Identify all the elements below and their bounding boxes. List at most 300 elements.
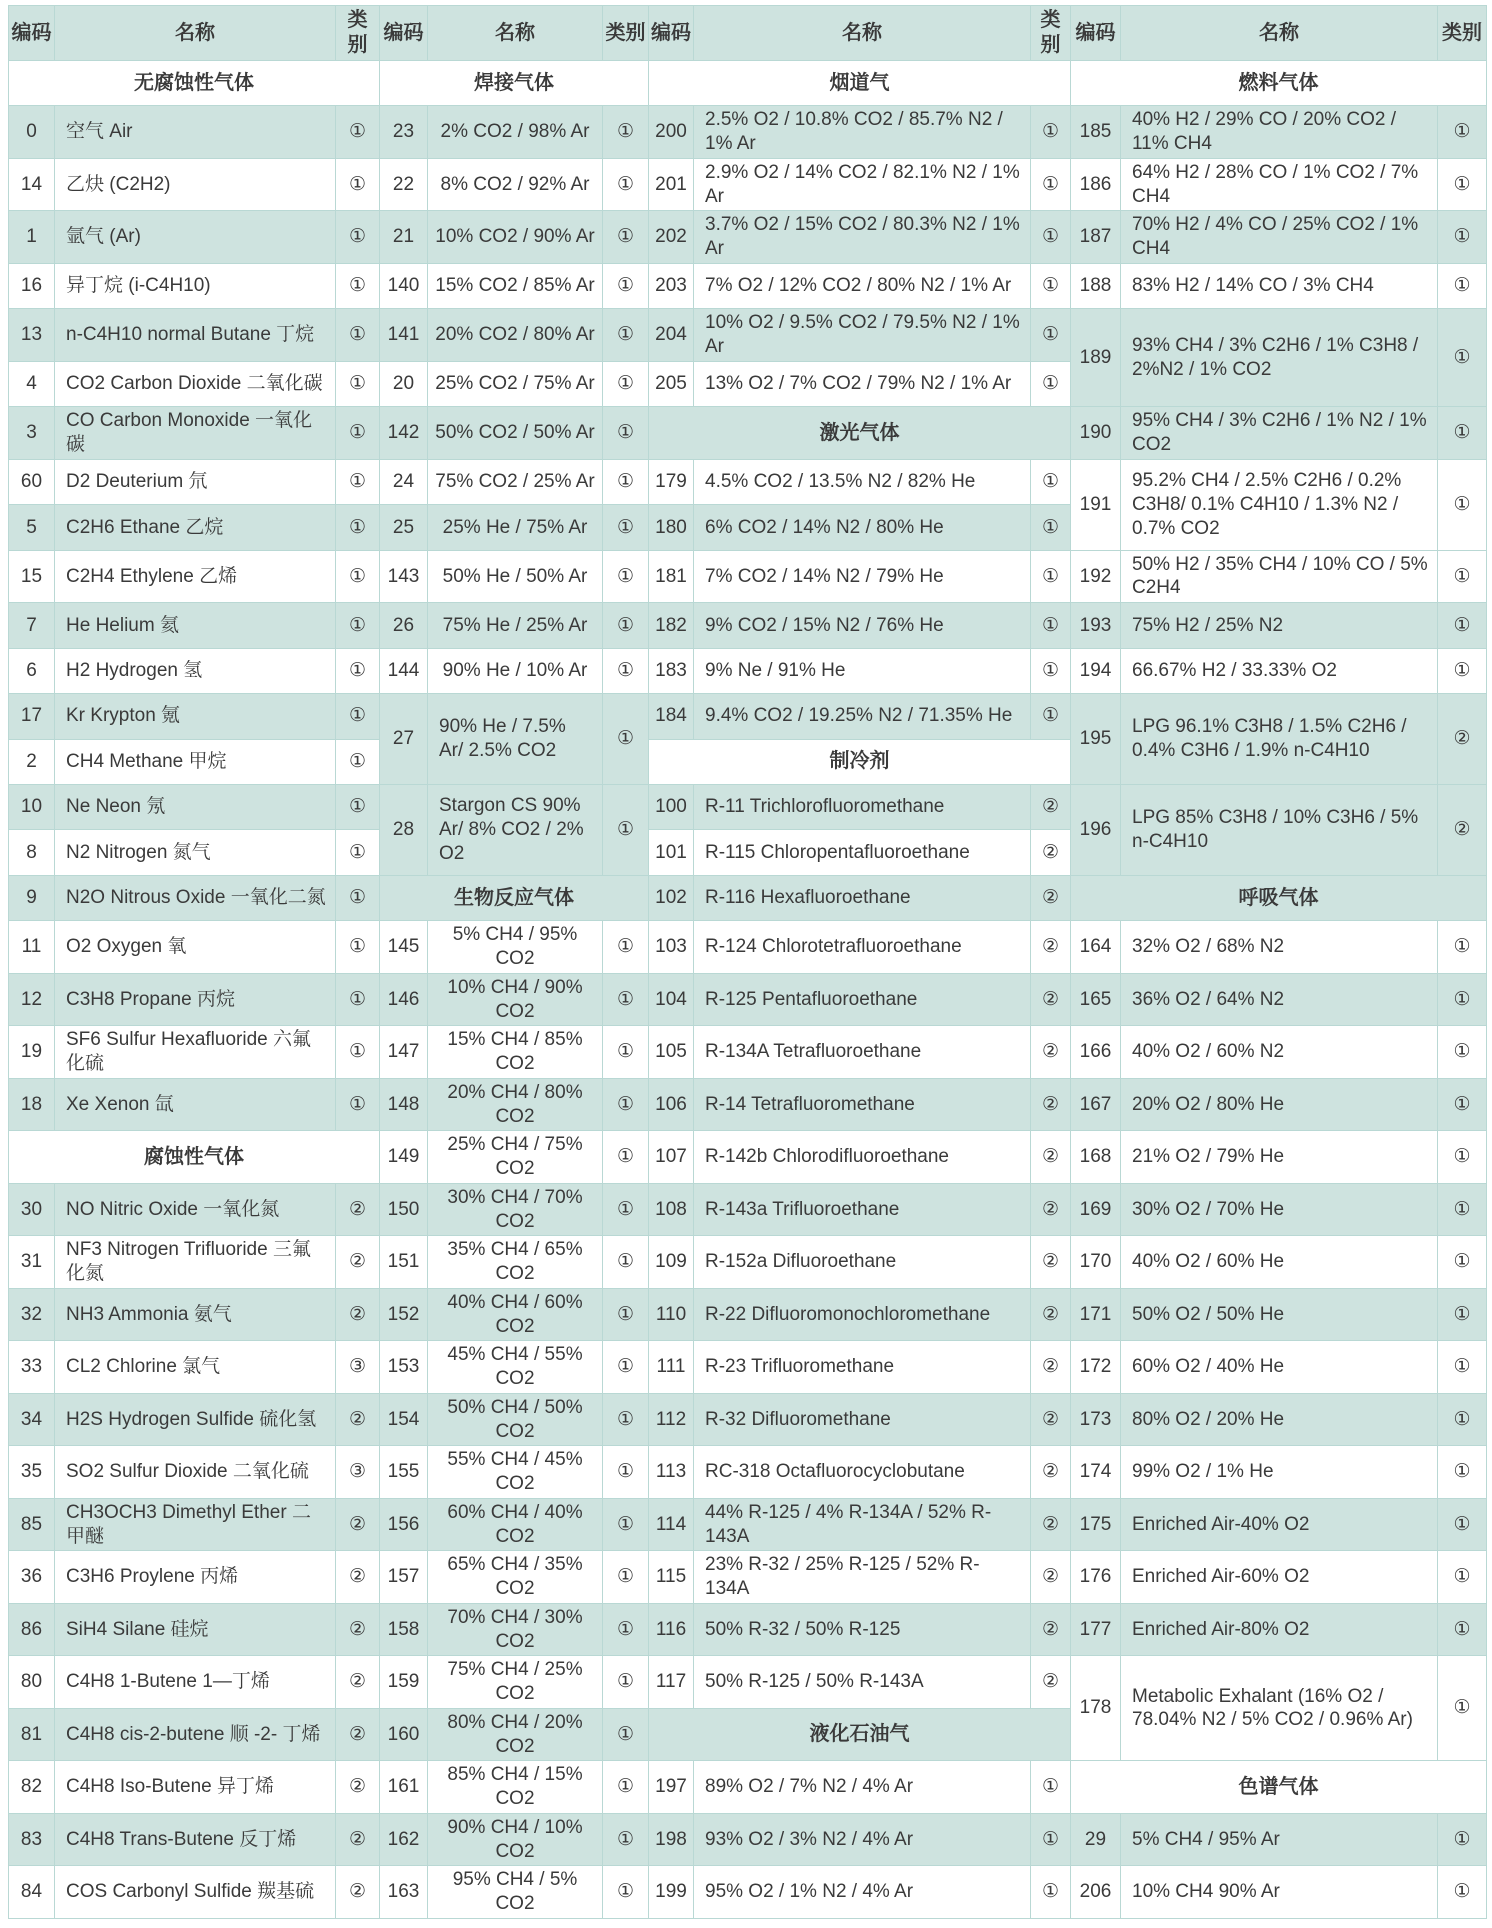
name-cell: 40% O2 / 60% N2 (1121, 1026, 1438, 1079)
name-cell: 93% O2 / 3% N2 / 4% Ar (694, 1813, 1031, 1866)
name-cell: 15% CH4 / 85% CO2 (428, 1026, 603, 1079)
code-cell: 110 (649, 1288, 694, 1341)
category-cell: ① (1438, 1183, 1487, 1236)
table-row (9, 921, 1487, 974)
category-cell: ① (1438, 1656, 1487, 1761)
name-cell: 64% H2 / 28% CO / 1% CO2 / 7% CH4 (1121, 158, 1438, 211)
category-cell: ① (603, 973, 649, 1026)
name-cell: R-124 Chlorotetrafluoroethane (694, 921, 1031, 974)
name-cell: Kr Krypton 氪 (55, 694, 336, 739)
code-cell: 116 (649, 1603, 694, 1656)
category-cell: ① (1438, 1236, 1487, 1289)
category-cell: ① (603, 603, 649, 648)
code-cell: 18 (9, 1078, 55, 1131)
code-cell: 82 (9, 1761, 55, 1814)
name-cell: C2H6 Ethane 乙烷 (55, 505, 336, 550)
name-cell: 65% CH4 / 35% CO2 (428, 1551, 603, 1604)
name-cell: Enriched Air-40% O2 (1121, 1498, 1438, 1551)
category-cell: ① (1438, 921, 1487, 974)
name-cell: 44% R-125 / 4% R-134A / 52% R-143A (694, 1498, 1031, 1551)
category-cell: ① (1438, 211, 1487, 264)
code-cell: 206 (1071, 1866, 1121, 1919)
category-cell: ① (603, 1288, 649, 1341)
code-cell: 5 (9, 505, 55, 550)
code-cell: 117 (649, 1656, 694, 1709)
name-cell: 50% CH4 / 50% CO2 (428, 1393, 603, 1446)
code-cell: 81 (9, 1708, 55, 1761)
name-cell: O2 Oxygen 氧 (55, 921, 336, 974)
table-row (9, 1288, 1487, 1341)
code-cell: 9 (9, 875, 55, 920)
category-cell: ① (1438, 1341, 1487, 1394)
code-cell: 113 (649, 1446, 694, 1499)
category-cell: ① (603, 1708, 649, 1761)
code-cell: 181 (649, 550, 694, 603)
code-cell: 109 (649, 1236, 694, 1289)
name-cell: R-143a Trifluoroethane (694, 1183, 1031, 1236)
category-cell: ① (1031, 550, 1071, 603)
name-cell: 异丁烷 (i-C4H10) (55, 263, 336, 308)
category-cell: ① (603, 211, 649, 264)
name-cell: 3.7% O2 / 15% CO2 / 80.3% N2 / 1% Ar (694, 211, 1031, 264)
code-cell: 33 (9, 1341, 55, 1394)
code-cell: 180 (649, 505, 694, 550)
code-cell: 183 (649, 648, 694, 693)
name-cell: 89% O2 / 7% N2 / 4% Ar (694, 1761, 1031, 1814)
category-cell: ① (603, 1341, 649, 1394)
category-cell: ① (603, 1603, 649, 1656)
category-cell: ① (1438, 973, 1487, 1026)
name-cell: 30% O2 / 70% He (1121, 1183, 1438, 1236)
code-cell: 102 (649, 875, 694, 920)
code-cell: 23 (380, 106, 428, 159)
name-cell: 70% CH4 / 30% CO2 (428, 1603, 603, 1656)
category-cell: ① (336, 211, 380, 264)
code-cell: 153 (380, 1341, 428, 1394)
name-cell: 5% CH4 / 95% Ar (1121, 1813, 1438, 1866)
name-cell: R-115 Chloropentafluoroethane (694, 830, 1031, 875)
code-cell: 4 (9, 361, 55, 406)
code-cell: 3 (9, 407, 55, 460)
code-cell: 103 (649, 921, 694, 974)
category-cell: ① (603, 263, 649, 308)
name-cell: 40% CH4 / 60% CO2 (428, 1288, 603, 1341)
name-cell: CO Carbon Monoxide 一氧化碳 (55, 407, 336, 460)
category-header-cell-group2: 类别 (603, 6, 649, 61)
name-cell: 7% CO2 / 14% N2 / 79% He (694, 550, 1031, 603)
name-cell: 10% O2 / 9.5% CO2 / 79.5% N2 / 1% Ar (694, 309, 1031, 362)
category-header-cell-group1: 类别 (336, 6, 380, 61)
category-cell: ① (1438, 1131, 1487, 1184)
name-cell: 75% H2 / 25% N2 (1121, 603, 1438, 648)
name-cell: 93% CH4 / 3% C2H6 / 1% C3H8 / 2%N2 / 1% CO2 (1121, 309, 1438, 407)
table-row (9, 648, 1487, 693)
code-header-cell-group2: 编码 (380, 6, 428, 61)
code-cell: 195 (1071, 694, 1121, 785)
name-cell: H2S Hydrogen Sulfide 硫化氢 (55, 1393, 336, 1446)
code-cell: 105 (649, 1026, 694, 1079)
name-cell: C2H4 Ethylene 乙烯 (55, 550, 336, 603)
category-cell: ② (336, 1236, 380, 1289)
code-header-cell-group3: 编码 (649, 6, 694, 61)
name-cell: 50% O2 / 50% He (1121, 1288, 1438, 1341)
name-cell: 25% CO2 / 75% Ar (428, 361, 603, 406)
code-cell: 16 (9, 263, 55, 308)
category-cell: ① (1031, 263, 1071, 308)
category-cell: ① (1438, 1813, 1487, 1866)
code-cell: 173 (1071, 1393, 1121, 1446)
name-cell: NH3 Ammonia 氨气 (55, 1288, 336, 1341)
table-row (9, 694, 1487, 739)
code-cell: 104 (649, 973, 694, 1026)
name-header-cell-group2: 名称 (428, 6, 603, 61)
table-row (9, 550, 1487, 603)
category-cell: ① (1031, 309, 1071, 362)
code-cell: 13 (9, 309, 55, 362)
code-cell: 189 (1071, 309, 1121, 407)
code-cell: 24 (380, 459, 428, 504)
category-cell: ① (1438, 263, 1487, 308)
name-cell: 2% CO2 / 98% Ar (428, 106, 603, 159)
category-header-cell-group3: 类别 (1031, 6, 1071, 61)
category-cell: ② (1031, 784, 1071, 829)
code-cell: 160 (380, 1708, 428, 1761)
category-cell: ② (336, 1708, 380, 1761)
category-cell: ① (1438, 1026, 1487, 1079)
category-cell: ① (603, 648, 649, 693)
name-cell: R-152a Difluoroethane (694, 1236, 1031, 1289)
table-row (9, 1341, 1487, 1394)
code-cell: 31 (9, 1236, 55, 1289)
name-cell: C3H8 Propane 丙烷 (55, 973, 336, 1026)
name-cell: R-11 Trichlorofluoromethane (694, 784, 1031, 829)
name-cell: 10% CH4 / 90% CO2 (428, 973, 603, 1026)
code-cell: 6 (9, 648, 55, 693)
name-cell: D2 Deuterium 氘 (55, 459, 336, 504)
name-cell: R-23 Trifluoromethane (694, 1341, 1031, 1394)
category-cell: ① (603, 1183, 649, 1236)
code-cell: 199 (649, 1866, 694, 1919)
code-cell: 203 (649, 263, 694, 308)
name-cell: 75% CH4 / 25% CO2 (428, 1656, 603, 1709)
category-cell: ② (1031, 1393, 1071, 1446)
category-cell: ② (336, 1393, 380, 1446)
name-cell: N2O Nitrous Oxide 一氧化二氮 (55, 875, 336, 920)
category-cell: ③ (336, 1446, 380, 1499)
code-cell: 194 (1071, 648, 1121, 693)
name-cell: CO2 Carbon Dioxide 二氧化碳 (55, 361, 336, 406)
category-cell: ① (336, 784, 380, 829)
name-cell: 40% H2 / 29% CO / 20% CO2 / 11% CH4 (1121, 106, 1438, 159)
name-cell: 50% He / 50% Ar (428, 550, 603, 603)
code-cell: 193 (1071, 603, 1121, 648)
table-row (9, 973, 1487, 1026)
category-cell: ① (603, 407, 649, 460)
header-row (9, 6, 1487, 61)
table-row (9, 1026, 1487, 1079)
category-cell: ① (1438, 158, 1487, 211)
name-cell: 21% O2 / 79% He (1121, 1131, 1438, 1184)
category-cell: ① (603, 1393, 649, 1446)
section-header-cell: 呼吸气体 (1071, 875, 1487, 920)
category-cell: ① (1031, 1761, 1071, 1814)
gas-table-header (9, 6, 1487, 61)
category-cell: ① (603, 1761, 649, 1814)
code-cell: 7 (9, 603, 55, 648)
code-cell: 162 (380, 1813, 428, 1866)
category-cell: ① (336, 309, 380, 362)
code-cell: 202 (649, 211, 694, 264)
name-cell: 乙炔 (C2H2) (55, 158, 336, 211)
code-cell: 29 (1071, 1813, 1121, 1866)
category-cell: ① (1438, 1498, 1487, 1551)
name-cell: NO Nitric Oxide 一氧化氮 (55, 1183, 336, 1236)
name-cell: He Helium 氦 (55, 603, 336, 648)
category-cell: ① (1438, 1603, 1487, 1656)
code-cell: 166 (1071, 1026, 1121, 1079)
code-cell: 159 (380, 1656, 428, 1709)
section-header-cell: 燃料气体 (1071, 61, 1487, 106)
code-cell: 179 (649, 459, 694, 504)
code-cell: 174 (1071, 1446, 1121, 1499)
code-cell: 163 (380, 1866, 428, 1919)
table-row (9, 1656, 1487, 1709)
name-cell: SiH4 Silane 硅烷 (55, 1603, 336, 1656)
category-cell: ① (1031, 694, 1071, 739)
table-row (9, 211, 1487, 264)
section-header-cell: 色谱气体 (1071, 1761, 1487, 1814)
name-cell: SO2 Sulfur Dioxide 二氧化硫 (55, 1446, 336, 1499)
name-cell: 80% O2 / 20% He (1121, 1393, 1438, 1446)
category-cell: ② (1031, 875, 1071, 920)
category-cell: ① (1438, 1393, 1487, 1446)
name-cell: R-22 Difluoromonochloromethane (694, 1288, 1031, 1341)
code-cell: 115 (649, 1551, 694, 1604)
code-cell: 171 (1071, 1288, 1121, 1341)
category-cell: ① (603, 158, 649, 211)
code-cell: 168 (1071, 1131, 1121, 1184)
category-cell: ② (1031, 1026, 1071, 1079)
category-cell: ① (1438, 309, 1487, 407)
category-cell: ① (336, 158, 380, 211)
name-cell: 85% CH4 / 15% CO2 (428, 1761, 603, 1814)
code-cell: 114 (649, 1498, 694, 1551)
category-cell: ① (336, 550, 380, 603)
category-cell: ① (1031, 1866, 1071, 1919)
category-cell: ① (603, 1866, 649, 1919)
name-cell: 60% O2 / 40% He (1121, 1341, 1438, 1394)
code-cell: 190 (1071, 407, 1121, 460)
code-cell: 196 (1071, 784, 1121, 875)
category-cell: ① (603, 1498, 649, 1551)
category-cell: ① (1031, 603, 1071, 648)
category-cell: ① (1031, 211, 1071, 264)
category-cell: ① (603, 1551, 649, 1604)
category-cell: ② (1438, 694, 1487, 785)
name-cell: 20% CO2 / 80% Ar (428, 309, 603, 362)
table-row (9, 1551, 1487, 1604)
code-cell: 108 (649, 1183, 694, 1236)
code-cell: 25 (380, 505, 428, 550)
table-row (9, 1446, 1487, 1499)
code-cell: 101 (649, 830, 694, 875)
table-row (9, 459, 1487, 504)
category-cell: ① (603, 921, 649, 974)
category-cell: ① (336, 361, 380, 406)
code-cell: 15 (9, 550, 55, 603)
category-cell: ① (336, 694, 380, 739)
name-cell: 50% H2 / 35% CH4 / 10% CO / 5% C2H4 (1121, 550, 1438, 603)
category-cell: ① (603, 505, 649, 550)
code-cell: 36 (9, 1551, 55, 1604)
category-cell: ① (336, 921, 380, 974)
code-cell: 80 (9, 1656, 55, 1709)
category-cell: ① (336, 875, 380, 920)
code-cell: 27 (380, 694, 428, 785)
category-cell: ② (336, 1288, 380, 1341)
code-cell: 146 (380, 973, 428, 1026)
code-cell: 100 (649, 784, 694, 829)
code-cell: 107 (649, 1131, 694, 1184)
code-cell: 20 (380, 361, 428, 406)
code-cell: 155 (380, 1446, 428, 1499)
name-cell: Enriched Air-80% O2 (1121, 1603, 1438, 1656)
name-cell: RC-318 Octafluorocyclobutane (694, 1446, 1031, 1499)
section-header-cell: 烟道气 (649, 61, 1071, 106)
name-cell: 55% CH4 / 45% CO2 (428, 1446, 603, 1499)
code-cell: 111 (649, 1341, 694, 1394)
code-cell: 1 (9, 211, 55, 264)
name-cell: 90% CH4 / 10% CO2 (428, 1813, 603, 1866)
category-cell: ① (603, 309, 649, 362)
category-cell: ① (336, 106, 380, 159)
code-cell: 2 (9, 739, 55, 784)
table-row (9, 106, 1487, 159)
code-cell: 106 (649, 1078, 694, 1131)
code-cell: 170 (1071, 1236, 1121, 1289)
category-cell: ① (1031, 459, 1071, 504)
name-cell: R-32 Difluoromethane (694, 1393, 1031, 1446)
category-cell: ① (336, 505, 380, 550)
name-cell: 4.5% CO2 / 13.5% N2 / 82% He (694, 459, 1031, 504)
table-row (9, 1236, 1487, 1289)
name-cell: CL2 Chlorine 氯气 (55, 1341, 336, 1394)
section-header-cell: 腐蚀性气体 (9, 1131, 380, 1184)
name-cell: 35% CH4 / 65% CO2 (428, 1236, 603, 1289)
code-cell: 157 (380, 1551, 428, 1604)
name-cell: N2 Nitrogen 氮气 (55, 830, 336, 875)
category-cell: ① (1438, 550, 1487, 603)
code-cell: 14 (9, 158, 55, 211)
table-row (9, 784, 1487, 829)
category-cell: ① (603, 550, 649, 603)
name-cell: C4H8 1-Butene 1—丁烯 (55, 1656, 336, 1709)
category-cell: ② (1031, 1498, 1071, 1551)
code-cell: 145 (380, 921, 428, 974)
category-cell: ② (1031, 921, 1071, 974)
name-cell: CH4 Methane 甲烷 (55, 739, 336, 784)
category-cell: ① (1438, 1866, 1487, 1919)
code-cell: 140 (380, 263, 428, 308)
table-row (9, 1078, 1487, 1131)
name-cell: COS Carbonyl Sulfide 羰基硫 (55, 1866, 336, 1919)
name-cell: 75% He / 25% Ar (428, 603, 603, 648)
code-cell: 143 (380, 550, 428, 603)
table-row (9, 603, 1487, 648)
category-cell: ① (603, 1026, 649, 1079)
category-cell: ① (603, 1446, 649, 1499)
category-cell: ① (1438, 459, 1487, 550)
category-cell: ① (336, 407, 380, 460)
code-cell: 184 (649, 694, 694, 739)
name-cell: 7% O2 / 12% CO2 / 80% N2 / 1% Ar (694, 263, 1031, 308)
name-cell: 60% CH4 / 40% CO2 (428, 1498, 603, 1551)
code-cell: 175 (1071, 1498, 1121, 1551)
code-cell: 26 (380, 603, 428, 648)
category-cell: ① (603, 1236, 649, 1289)
name-cell: R-142b Chlorodifluoroethane (694, 1131, 1031, 1184)
category-cell: ② (336, 1656, 380, 1709)
code-cell: 12 (9, 973, 55, 1026)
code-cell: 197 (649, 1761, 694, 1814)
table-row (9, 407, 1487, 460)
category-cell: ① (1438, 1078, 1487, 1131)
name-cell: 9% CO2 / 15% N2 / 76% He (694, 603, 1031, 648)
category-cell: ① (1031, 1813, 1071, 1866)
table-row (9, 875, 1487, 920)
code-cell: 148 (380, 1078, 428, 1131)
category-cell: ② (336, 1813, 380, 1866)
category-cell: ② (1031, 1236, 1071, 1289)
category-cell: ① (336, 830, 380, 875)
code-cell: 34 (9, 1393, 55, 1446)
category-cell: ② (336, 1866, 380, 1919)
code-cell: 86 (9, 1603, 55, 1656)
category-cell: ② (1031, 1183, 1071, 1236)
category-cell: ① (336, 603, 380, 648)
name-cell: 25% CH4 / 75% CO2 (428, 1131, 603, 1184)
name-cell: 95% CH4 / 3% C2H6 / 1% N2 / 1% CO2 (1121, 407, 1438, 460)
name-cell: CH3OCH3 Dimethyl Ether 二甲醚 (55, 1498, 336, 1551)
name-cell: 20% O2 / 80% He (1121, 1078, 1438, 1131)
code-cell: 152 (380, 1288, 428, 1341)
code-header-cell-group1: 编码 (9, 6, 55, 61)
name-cell: 50% R-125 / 50% R-143A (694, 1656, 1031, 1709)
table-row (9, 158, 1487, 211)
name-cell: Metabolic Exhalant (16% O2 / 78.04% N2 / 5% CO2 / 0.96% Ar) (1121, 1656, 1438, 1761)
section-header-cell: 无腐蚀性气体 (9, 61, 380, 106)
category-cell: ① (603, 1813, 649, 1866)
category-cell: ② (336, 1498, 380, 1551)
code-cell: 84 (9, 1866, 55, 1919)
code-cell: 187 (1071, 211, 1121, 264)
name-cell: 10% CH4 90% Ar (1121, 1866, 1438, 1919)
category-cell: ② (1031, 1446, 1071, 1499)
category-cell: ① (336, 648, 380, 693)
name-cell: 83% H2 / 14% CO / 3% CH4 (1121, 263, 1438, 308)
name-cell: 36% O2 / 64% N2 (1121, 973, 1438, 1026)
table-row (9, 1183, 1487, 1236)
name-cell: 50% CO2 / 50% Ar (428, 407, 603, 460)
code-cell: 164 (1071, 921, 1121, 974)
code-cell: 182 (649, 603, 694, 648)
category-cell: ① (603, 1131, 649, 1184)
code-cell: 151 (380, 1236, 428, 1289)
category-cell: ② (1031, 830, 1071, 875)
table-row (9, 1498, 1487, 1551)
code-cell: 156 (380, 1498, 428, 1551)
code-cell: 21 (380, 211, 428, 264)
